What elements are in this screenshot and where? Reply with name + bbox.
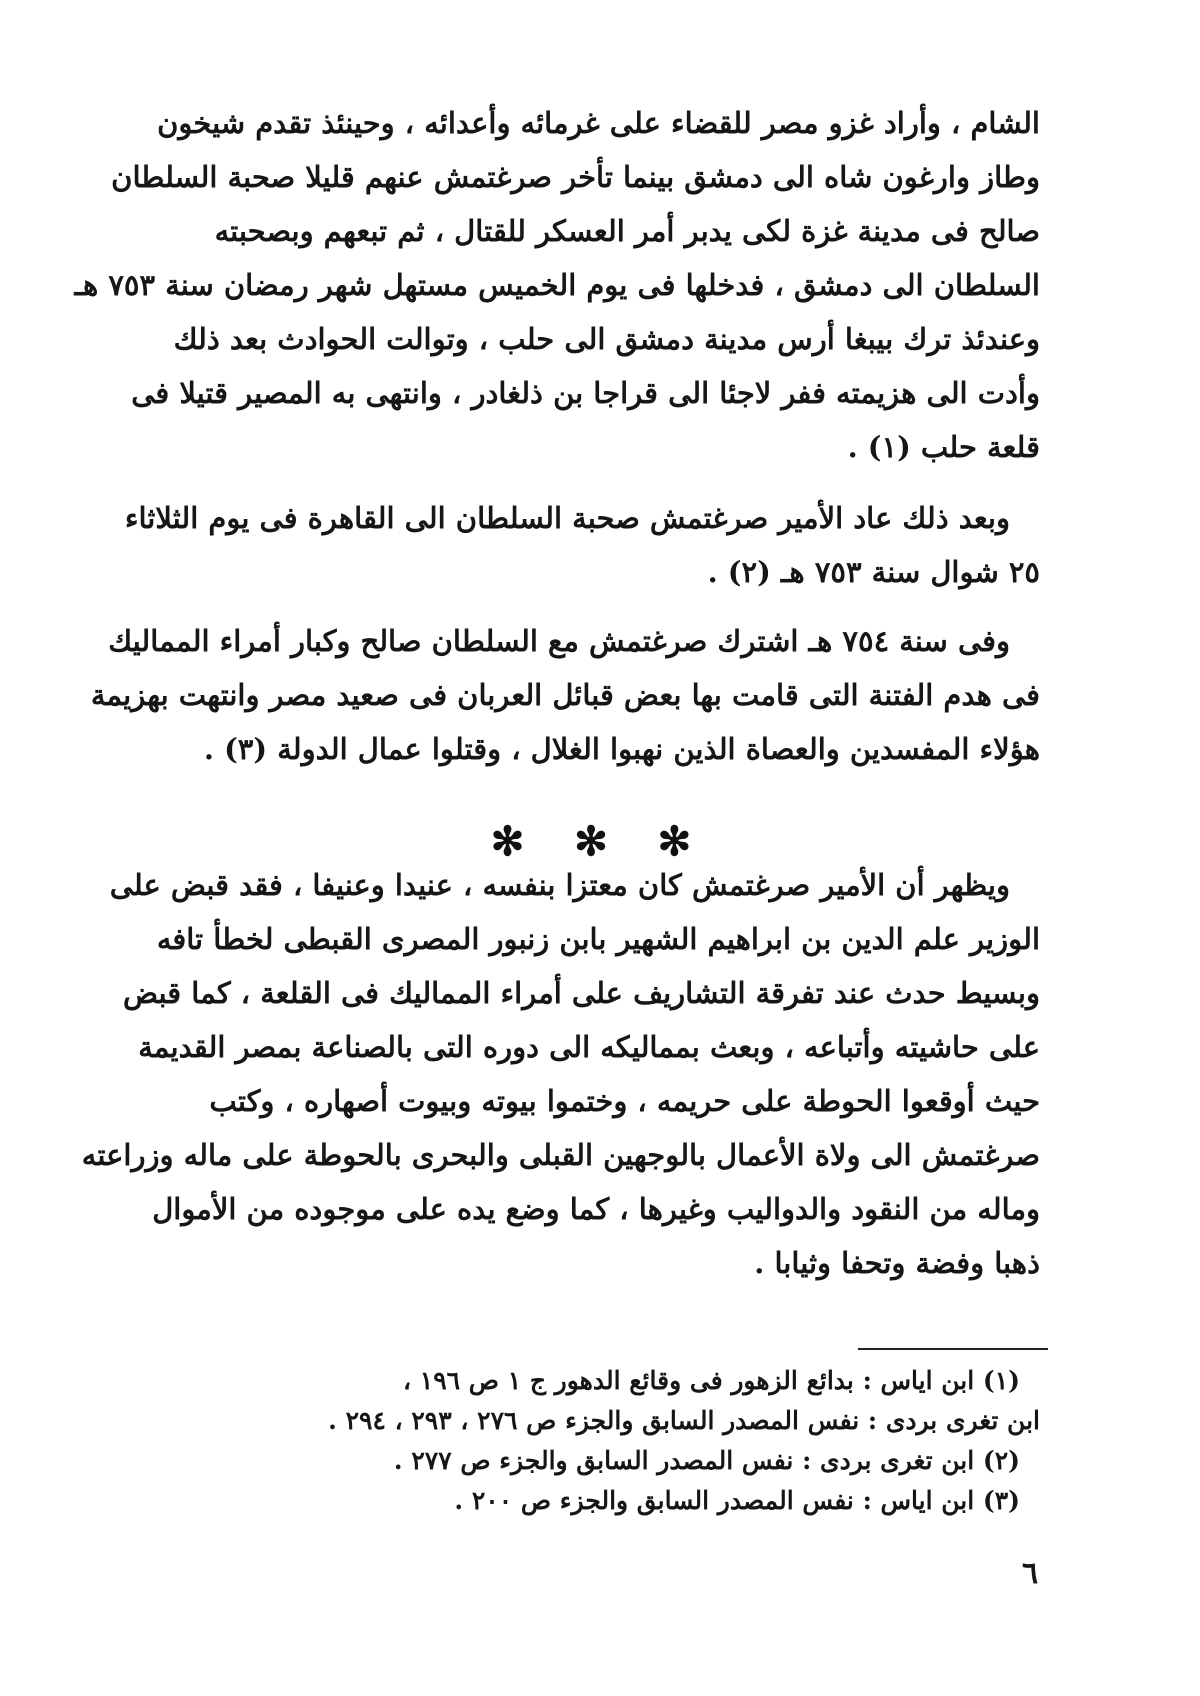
text-line: وعندئذ ترك بيبغا أرس مدينة دمشق الى حلب ، وتوالت الحوادث بعد ذلك (173, 322, 1040, 356)
text-line: السلطان الى دمشق ، فدخلها فى يوم الخميس مستهل شهر رمضان سنة ٧٥٣ هـ (74, 268, 1040, 302)
text-line: وفى سنة ٧٥٤ هـ اشترك صرغتمش مع السلطان صالح وكبار أمراء المماليك (108, 624, 1010, 658)
text-line: وبعد ذلك عاد الأمير صرغتمش صحبة السلطان الى القاهرة فى يوم الثلاثاء (124, 501, 1010, 535)
text-line: قلعة حلب (١) . (847, 430, 1040, 464)
text-line: على حاشيته وأتباعه ، وبعث بمماليكه الى دوره التى بالصناعة بمصر القديمة (138, 1030, 1040, 1064)
text-line: الوزير علم الدين بن ابراهيم الشهير بابن زنبور المصرى القبطى لخطأ تافه (156, 922, 1040, 956)
footnote-1: (١) ابن اياس : بدائع الزهور فى وقائع الدهور ج ١ ص ١٩٦ ، (402, 1366, 1020, 1395)
text-line: وأدت الى هزيمته ففر لاجئا الى قراجا بن ذلغادر ، وانتهى به المصير قتيلا فى (131, 376, 1040, 410)
text-line: وطاز وارغون شاه الى دمشق بينما تأخر صرغتمش عنهم قليلا صحبة السلطان (111, 160, 1040, 194)
text-line: فى هدم الفتنة التى قامت بها بعض قبائل العربان فى صعيد مصر وانتهت بهزيمة (90, 678, 1040, 712)
footnote-3: (٣) ابن اياس : نفس المصدر السابق والجزء ص ٢٠٠ . (454, 1486, 1020, 1515)
footnote-2: (٢) ابن تغرى بردى : نفس المصدر السابق والجزء ص ٢٧٧ . (393, 1446, 1020, 1475)
text-line: ٢٥ شوال سنة ٧٥٣ هـ (٢) . (707, 555, 1040, 589)
text-line: وبسيط حدث عند تفرقة التشاريف على أمراء المماليك فى القلعة ، كما قبض (123, 976, 1040, 1010)
text-line: ذهبا وفضة وتحفا وثيابا . (754, 1246, 1040, 1280)
text-line: حيث أوقعوا الحوطة على حريمه ، وختموا بيوته وبيوت أصهاره ، وكتب (209, 1084, 1040, 1118)
text-line: ويظهر أن الأمير صرغتمش كان معتزا بنفسه ، عنيدا وعنيفا ، فقد قبض على (109, 868, 1010, 902)
text-line: صرغتمش الى ولاة الأعمال بالوجهين القبلى والبحرى بالحوطة على ماله وزراعته (81, 1138, 1040, 1172)
section-separator: ✻ ✻ ✻ (490, 818, 710, 865)
text-line: وماله من النقود والدواليب وغيرها ، كما وضع يده على موجوده من الأموال (152, 1192, 1040, 1226)
footnote-divider (858, 1348, 1048, 1350)
page-number: ٦ (1021, 1556, 1039, 1591)
text-line: هؤلاء المفسدين والعصاة الذين نهبوا الغلال ، وقتلوا عمال الدولة (٣) . (203, 732, 1040, 766)
text-line: صالح فى مدينة غزة لكى يدبر أمر العسكر للقتال ، ثم تبعهم وبصحبته (214, 214, 1040, 248)
text-line: الشام ، وأراد غزو مصر للقضاء على غرمائه وأعدائه ، وحينئذ تقدم شيخون (157, 106, 1040, 140)
footnote-1-continued: ابن تغرى بردى : نفس المصدر السابق والجزء ص ٢٧٦ ، ٢٩٣ ، ٢٩٤ . (328, 1406, 1040, 1435)
